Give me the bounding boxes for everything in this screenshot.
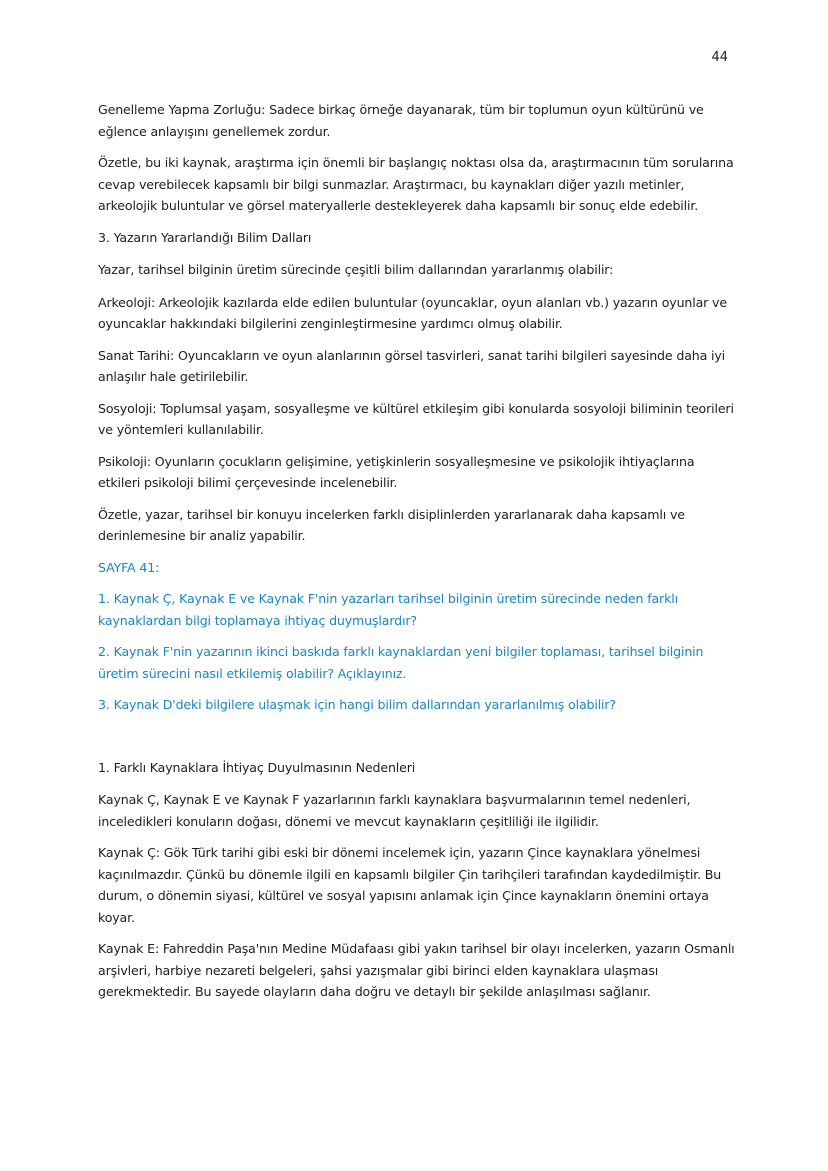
paragraph-source-e: Kaynak E: Fahreddin Paşa'nın Medine Müdafaası gibi yakın tarihsel bir olayı incelerken, yazarın Osmanlı arşivleri, harbiye nezareti belgeleri, şahsi yazışmalar gibi birinci elden kaynaklara ulaşması gerekmektedir. Bu sayede olayların daha doğru ve detaylı bir şekilde anlaşılması sağlanır. — [98, 941, 735, 999]
question-1: 1. Kaynak Ç, Kaynak E ve Kaynak F'nin yazarları tarihsel bilginin üretim sürecinde neden farklı kaynaklardan bilgi toplamaya ihtiyaç duymuşlardır? — [98, 591, 678, 628]
paragraph-summary-author: Özetle, yazar, tarihsel bir konuyu incelerken farklı disiplinlerden yararlanarak daha kapsamlı ve derinlemesine bir analiz yapabilir. — [98, 506, 685, 543]
paragraph-psychology: Psikoloji: Oyunların çocukların gelişimine, yetişkinlerin sosyalleşmesine ve psikolojik ihtiyaçlarına etkileri psikoloji bilimi çerçevesinde incelenebilir. — [98, 453, 695, 490]
paragraph-sociology: Sosyoloji: Toplumsal yaşam, sosyalleşme ve kültürel etkileşim gibi konularda sosyoloji biliminin teorileri ve yöntemleri kullanılabilir. — [98, 400, 734, 437]
paragraph-reasons-intro: Kaynak Ç, Kaynak E ve Kaynak F yazarlarının farklı kaynaklara başvurmalarının temel nedenleri, inceledikleri konuların doğası, dönemi ve mevcut kaynakların çeşitliliği ile ilgilidir. — [98, 792, 691, 829]
document-body — [98, 99, 738, 1003]
page-reference-heading: SAYFA 41: — [98, 559, 160, 575]
paragraph-generalization: Genelleme Yapma Zorluğu: Sadece birkaç örneğe dayanarak, tüm bir toplumun oyun kültürünü ve eğlence anlayışını genellemek zordur. — [98, 102, 704, 139]
paragraph-art-history: Sanat Tarihi: Oyuncakların ve oyun alanlarının görsel tasvirleri, sanat tarihi bilgileri sayesinde daha iyi anlaşılır hale getirilebilir. — [98, 347, 726, 384]
paragraph-summary-sources: Özetle, bu iki kaynak, araştırma için önemli bir başlangıç noktası olsa da, araştırmacının tüm sorularına cevap verebilecek kapsamlı bir bilgi sunmazlar. Araştırmacı, bu kaynakları diğer yazılı metinler, arkeolojik buluntular ve görsel materyallerle destekleyerek daha kapsamlı bir sonuç elde edebilir. — [98, 155, 734, 213]
page-number: 44 — [711, 50, 728, 65]
question-2: 2. Kaynak F'nin yazarının ikinci baskıda farklı kaynaklardan yeni bilgiler toplaması, tarihsel bilginin üretim sürecini nasıl etkilemiş olabilir? Açıklayınız. — [98, 644, 704, 681]
section-heading-disciplines: 3. Yazarın Yararlandığı Bilim Dalları — [98, 229, 312, 245]
paragraph-source-c: Kaynak Ç: Gök Türk tarihi gibi eski bir dönemi incelemek için, yazarın Çince kaynaklara yönelmesi kaçınılmazdır. Çünkü bu dönemle ilgili en kapsamlı bilgiler Çin tarihçileri tarafından kaydedilmiştir. Bu durum, o dönemin siyasi, kültürel ve sosyal yapısını anlamak için Çince kaynakların önemini ortaya koyar. — [98, 845, 722, 925]
paragraph-disciplines-intro: Yazar, tarihsel bilginin üretim sürecinde çeşitli bilim dallarından yararlanmış olabilir: — [98, 262, 614, 277]
paragraph-archaeology: Arkeoloji: Arkeolojik kazılarda elde edilen buluntular (oyuncaklar, oyun alanları vb.) yazarın oyunlar ve oyuncaklar hakkındaki bilgilerini zenginleştirmesine yardımcı olmuş olabilir. — [98, 294, 727, 331]
section-heading-reasons: 1. Farklı Kaynaklara İhtiyaç Duyulmasının Nedenleri — [98, 759, 416, 775]
question-3: 3. Kaynak D'deki bilgilere ulaşmak için hangi bilim dallarından yararlanılmış olabilir? — [98, 697, 616, 712]
